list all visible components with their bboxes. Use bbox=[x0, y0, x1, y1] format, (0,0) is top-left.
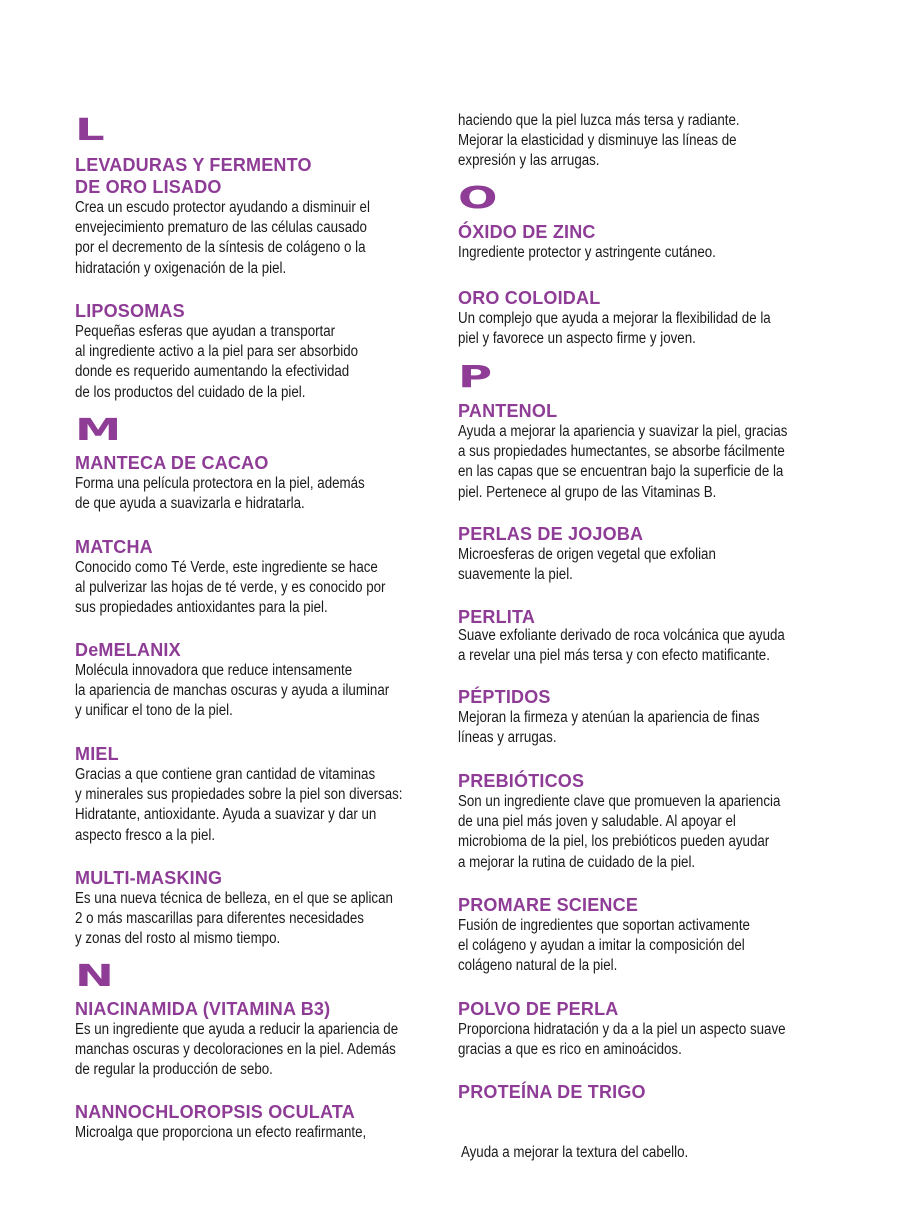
definition-line: en las capas que se encuentran bajo la superficie de la bbox=[458, 463, 784, 481]
term-miel: MIEL bbox=[75, 744, 119, 764]
definition-multi-masking bbox=[75, 889, 393, 950]
definition-line: y unificar el tono de la piel. bbox=[75, 702, 233, 720]
section-letter-p: P bbox=[458, 360, 493, 395]
definition-line: Ayuda a mejorar la apariencia y suavizar la piel, gracias bbox=[458, 423, 788, 440]
section-letter-n: N bbox=[75, 959, 114, 994]
definition-line: gracias a que es rico en aminoácidos. bbox=[458, 1041, 682, 1059]
definition-line: hidratación y oxigenación de la piel. bbox=[75, 259, 287, 277]
term-levaduras-line-1: LEVADURAS Y FERMENTO bbox=[75, 155, 312, 175]
definition-line: Crea un escudo protector ayudando a disminuir el bbox=[75, 199, 370, 216]
term-oxido-de-zinc: ÓXIDO DE ZINC bbox=[458, 222, 596, 242]
term-demelanix: DeMELANIX bbox=[75, 640, 181, 660]
term-matcha: MATCHA bbox=[75, 537, 153, 557]
definition-line: Suave exfoliante derivado de roca volcánica que ayuda bbox=[458, 627, 785, 644]
term-prebioticos: PREBIÓTICOS bbox=[458, 771, 585, 791]
definition-line: piel y favorece un aspecto firme y joven. bbox=[458, 330, 696, 348]
term-perlita: PERLITA bbox=[458, 607, 536, 627]
definition-line: de regular la producción de sebo. bbox=[75, 1061, 273, 1079]
definition-line: Un complejo que ayuda a mejorar la flexibilidad de la bbox=[458, 310, 771, 327]
definition-line: Molécula innovadora que reduce intensamente bbox=[75, 662, 353, 679]
section-letter-m: M bbox=[75, 413, 122, 448]
section-letter-l: L bbox=[75, 113, 105, 148]
definition-line: piel. Pertenece al grupo de las Vitaminas B. bbox=[458, 483, 717, 501]
definition-peptidos bbox=[458, 708, 760, 748]
term-nannochloropsis: NANNOCHLOROPSIS OCULATA bbox=[75, 1102, 355, 1122]
definition-line: a sus propiedades humectantes, se absorbe fácilmente bbox=[458, 443, 785, 461]
section-letter-o: O bbox=[458, 181, 498, 216]
definition-liposomas bbox=[75, 322, 358, 403]
definition-line: sus propiedades antioxidantes para la piel. bbox=[75, 599, 328, 617]
definition-line: y minerales sus propiedades sobre la piel son diversas: bbox=[75, 786, 403, 804]
definition-miel bbox=[75, 765, 402, 846]
definition-line: la apariencia de manchas oscuras y ayuda a iluminar bbox=[75, 682, 390, 700]
term-liposomas: LIPOSOMAS bbox=[75, 301, 185, 321]
definition-oro-coloidal bbox=[458, 309, 771, 349]
definition-line: microbioma de la piel, los prebióticos pueden ayudar bbox=[458, 833, 770, 851]
definition-line: Son un ingrediente clave que promueven la apariencia bbox=[458, 793, 781, 810]
definition-niacinamida bbox=[75, 1020, 398, 1081]
definition-line: Ingrediente protector y astringente cutáneo. bbox=[458, 244, 716, 261]
definition-matcha bbox=[75, 558, 385, 619]
term-manteca-de-cacao: MANTECA DE CACAO bbox=[75, 453, 269, 473]
definition-line: Forma una película protectora en la piel, además bbox=[75, 475, 365, 492]
definition-line: de los productos del cuidado de la piel. bbox=[75, 383, 306, 401]
definition-demelanix bbox=[75, 661, 389, 722]
definition-line: 2 o más mascarillas para diferentes necesidades bbox=[75, 910, 364, 928]
definition-line: de una piel más joven y saludable. Al apoyar el bbox=[458, 813, 736, 831]
term-polvo-de-perla: POLVO DE PERLA bbox=[458, 999, 619, 1019]
definition-line: expresión y las arrugas. bbox=[458, 152, 600, 170]
term-promare-science: PROMARE SCIENCE bbox=[458, 895, 639, 915]
definition-nannochloropsis bbox=[75, 1123, 366, 1143]
definition-line: Conocido como Té Verde, este ingrediente se hace bbox=[75, 559, 378, 576]
definition-polvo-de-perla bbox=[458, 1020, 786, 1060]
term-proteina-de-trigo: PROTEÍNA DE TRIGO bbox=[458, 1082, 646, 1102]
definition-line: envejecimiento prematuro de las células causado bbox=[75, 219, 367, 237]
definition-levaduras bbox=[75, 198, 370, 279]
term-multi-masking: MULTI-MASKING bbox=[75, 868, 223, 888]
definition-line: por el decremento de la síntesis de colágeno o la bbox=[75, 239, 366, 257]
definition-line: aspecto fresco a la piel. bbox=[75, 826, 216, 844]
definition-line: manchas oscuras y decoloraciones en la piel. Además bbox=[75, 1041, 396, 1059]
definition-perlas-de-jojoba bbox=[458, 545, 716, 585]
definition-proteina-de-trigo bbox=[458, 1103, 688, 1204]
definition-oxido-de-zinc bbox=[458, 243, 716, 263]
definition-line: colágeno natural de la piel. bbox=[458, 957, 618, 975]
definition-line: Proporciona hidratación y da a la piel un aspecto suave bbox=[458, 1021, 786, 1038]
term-peptidos: PÉPTIDOS bbox=[458, 687, 551, 707]
definition-line: a revelar una piel más tersa y con efecto matificante. bbox=[458, 647, 770, 665]
definition-line: líneas y arrugas. bbox=[458, 729, 557, 747]
definition-line: Mejoran la firmeza y atenúan la apariencia de finas bbox=[458, 709, 760, 726]
definition-line: Pequeñas esferas que ayudan a transportar bbox=[75, 323, 336, 340]
definition-manteca-de-cacao bbox=[75, 474, 365, 514]
definition-line: Es un ingrediente que ayuda a reducir la apariencia de bbox=[75, 1021, 399, 1038]
definition-prebioticos bbox=[458, 792, 780, 873]
definition-line: Microalga que proporciona un efecto reafirmante, bbox=[75, 1124, 367, 1141]
definition-line: Hidratante, antioxidante. Ayuda a suavizar y dar un bbox=[75, 806, 377, 824]
definition-line: Mejorar la elasticidad y disminuye las líneas de bbox=[458, 132, 737, 150]
definition-line: de que ayuda a suavizarla e hidratarla. bbox=[75, 495, 305, 513]
definition-line: Ayuda a mejorar la textura del cabello. bbox=[458, 1144, 689, 1162]
definition-line: Fusión de ingredientes que soportan activamente bbox=[458, 917, 750, 934]
definition-line: Gracias a que contiene gran cantidad de vitaminas bbox=[75, 766, 376, 783]
definition-line: Microesferas de origen vegetal que exfolian bbox=[458, 546, 716, 563]
definition-line: al pulverizar las hojas de té verde, y es conocido por bbox=[75, 579, 386, 597]
definition-line: suavemente la piel. bbox=[458, 566, 573, 584]
definition-line: y zonas del rosto al mismo tiempo. bbox=[75, 930, 281, 948]
definition-line: al ingrediente activo a la piel para ser absorbido bbox=[75, 343, 359, 361]
term-oro-coloidal: ORO COLOIDAL bbox=[458, 288, 601, 308]
term-pantenol: PANTENOL bbox=[458, 401, 558, 421]
definition-line: Es una nueva técnica de belleza, en el que se aplican bbox=[75, 890, 393, 907]
term-niacinamida: NIACINAMIDA (VITAMINA B3) bbox=[75, 999, 331, 1019]
definition-promare-science bbox=[458, 916, 750, 977]
definition-line: haciendo que la piel luzca más tersa y radiante. bbox=[458, 112, 740, 129]
definition-perlita bbox=[458, 626, 785, 666]
definition-nannochloropsis-continued bbox=[458, 111, 740, 172]
definition-line: donde es requerido aumentando la efectividad bbox=[75, 363, 350, 381]
definition-line: a mejorar la rutina de cuidado de la piel. bbox=[458, 853, 696, 871]
term-perlas-de-jojoba: PERLAS DE JOJOBA bbox=[458, 524, 644, 544]
definition-line: el colágeno y ayudan a imitar la composición del bbox=[458, 937, 745, 955]
definition-pantenol bbox=[458, 422, 787, 503]
term-levaduras-line-2: DE ORO LISADO bbox=[75, 177, 222, 197]
